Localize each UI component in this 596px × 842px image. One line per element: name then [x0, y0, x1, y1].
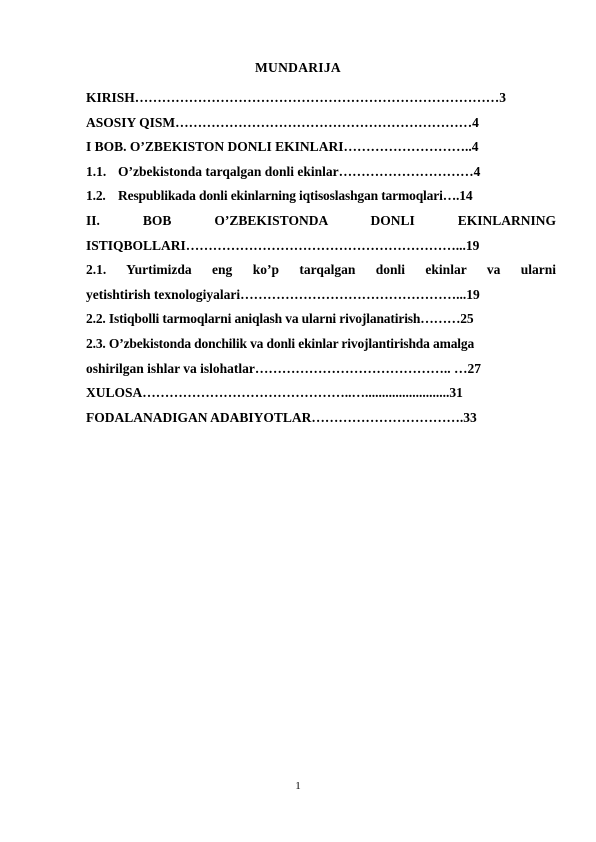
toc-entry-2-2: 2.2. Istiqbolli tarmoqlarni aniqlash va ularni rivojlanatirish………25: [86, 311, 474, 327]
toc-entry-number: 1.2.: [86, 188, 106, 204]
toc-entry-kirish: KIRISH………………………………………………………………………3: [86, 90, 507, 105]
toc-entry-2-1: 2.1. Yurtimizda eng ko’p tarqalgan donli ekinlar va ularni: [86, 262, 556, 278]
toc-entry-chapter-2: II. BOB O’ZBEKISTONDA DONLI EKINLARNING: [86, 212, 556, 228]
toc-entry-text: O’zbekistonda tarqalgan donli ekinlar…………………………4: [118, 163, 481, 179]
table-of-contents: [86, 86, 556, 430]
toc-entry-2-3-cont: oshirilgan ishlar va islohatlar…………………………………….. …27: [86, 360, 482, 376]
toc-entry-chapter-2-cont: ISTIQBOLLARI……………………………………………………...19: [86, 237, 480, 253]
toc-entry-adabiyotlar: FODALANADIGAN ADABIYOTLAR…………………………….33: [86, 409, 477, 425]
toc-entry-1-1: [86, 160, 556, 185]
page-title: MUNDARIJA: [255, 60, 341, 75]
toc-entry-xulosa: XULOSA………………………………………..….........................31: [86, 385, 463, 401]
toc-entry-asosiy-qism: ASOSIY QISM…………………………………………………………4: [86, 114, 479, 130]
toc-entry-number: 1.1.: [86, 163, 107, 179]
toc-entry-2-1-cont: yetishtirish texnologiyalari…………………………………………...19: [86, 286, 480, 302]
toc-entry-2-3: 2.3. O’zbekistonda donchilik va donli ekinlar rivojlantirishda amalga: [86, 335, 475, 351]
page-number: 1: [295, 780, 301, 792]
toc-entry-text: Respublikada donli ekinlarning iqtisoslashgan tarmoqlari….14: [118, 188, 473, 204]
toc-entry-1-2: [86, 184, 556, 209]
toc-entry-chapter-1: I BOB. O’ZBEKISTON DONLI EKINLARI………………………..4: [86, 139, 479, 155]
